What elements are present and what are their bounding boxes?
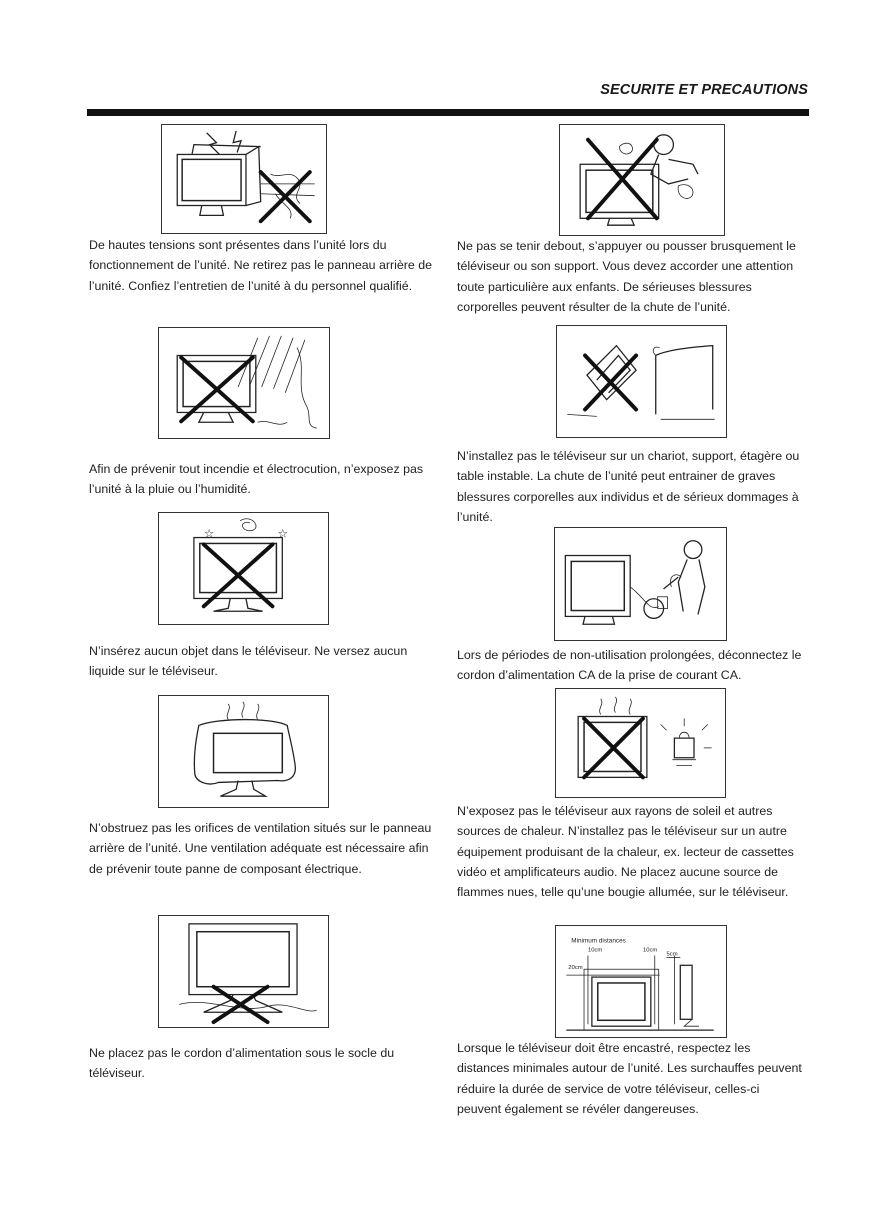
rain-humidity-warning-icon xyxy=(158,327,330,439)
unstable-cart-icon xyxy=(556,325,727,438)
heat-source-warning-icon xyxy=(555,688,726,798)
power-cord-under-stand-text: Ne placez pas le cordon d’alimentation sous le socle du téléviseur. xyxy=(89,1046,395,1081)
no-objects-liquids-icon xyxy=(158,512,329,625)
high-voltage-warning-icon xyxy=(161,124,327,234)
high-voltage-warning-text: De hautes tensions sont présentes dans l’unité lors du fonctionnement de l’unité. Ne retirez pas le panneau arrière de l’unité. Confiez l’entretien de l’unité à du personnel qualifié. xyxy=(89,238,433,293)
minimum-distances-text: Lorsque le téléviseur doit être encastré, respectez les distances minimales autour de l’unité. Les surchauffes peuvent réduire la durée de service de votre téléviseur, celles-ci peuvent également se révéler dangereuses. xyxy=(457,1041,802,1116)
minimum-distances-icon xyxy=(555,925,727,1038)
unplug-cord-text: Lors de périodes de non-utilisation prolongées, déconnectez le cordon d’alimentation CA de la prise de courant CA. xyxy=(457,648,802,683)
unstable-cart-text: N’installez pas le téléviseur sur un chariot, support, étagère ou table instable. La chute de l’unité peut entrainer de graves blessures corporelles aux individus et de sérieux dommages à l’unité. xyxy=(457,449,800,524)
distances-title: Minimum distances xyxy=(571,937,626,945)
svg-text:☆: ☆ xyxy=(203,527,215,541)
unplug-cord-icon xyxy=(554,527,727,641)
child-pushing-tv-icon xyxy=(559,124,725,236)
svg-text:☆: ☆ xyxy=(277,527,288,541)
child-pushing-tv-text: Ne pas se tenir debout, s’appuyer ou pousser brusquement le téléviseur ou son support. Vous devez accorder une attention toute particulière aux enfants. De sérieuses blessures corporelles peuvent résulter de la chute de l’unité. xyxy=(457,239,796,314)
ventilation-blocked-text: N’obstruez pas les orifices de ventilation situés sur le panneau arrière de l’unité. Une ventilation adéquate est nécessaire afin de prévenir toute panne de composant électrique. xyxy=(89,821,432,876)
distance-top-right-label: 10cm xyxy=(642,947,658,954)
no-objects-liquids-text: N’insérez aucun objet dans le téléviseur. Ne versez aucun liquide sur le téléviseur. xyxy=(89,644,408,679)
rain-humidity-warning-text: Afin de prévenir tout incendie et électrocution, n’exposez pas l’unité à la pluie ou l’humidité. xyxy=(89,462,424,497)
distance-side-label: 5cm xyxy=(666,951,678,958)
distance-left-label: 20cm xyxy=(568,965,583,972)
ventilation-blocked-icon xyxy=(158,695,329,808)
heat-source-warning-text: N’exposez pas le téléviseur aux rayons de soleil et autres sources de chaleur. N’installez pas le téléviseur sur un autre équipement produisant de la chaleur, ex. lecteur de cassettes vidéo et amplificateurs audio. Ne placez aucune source de flammes nues, telle qu’une bougie allumée, sur le téléviseur. xyxy=(457,804,794,900)
distance-top-left-label: 10cm xyxy=(587,947,603,954)
power-cord-under-stand-icon xyxy=(158,915,329,1028)
page-title: SECURITE ET PRECAUTIONS xyxy=(600,82,808,98)
header-rule xyxy=(87,109,809,116)
